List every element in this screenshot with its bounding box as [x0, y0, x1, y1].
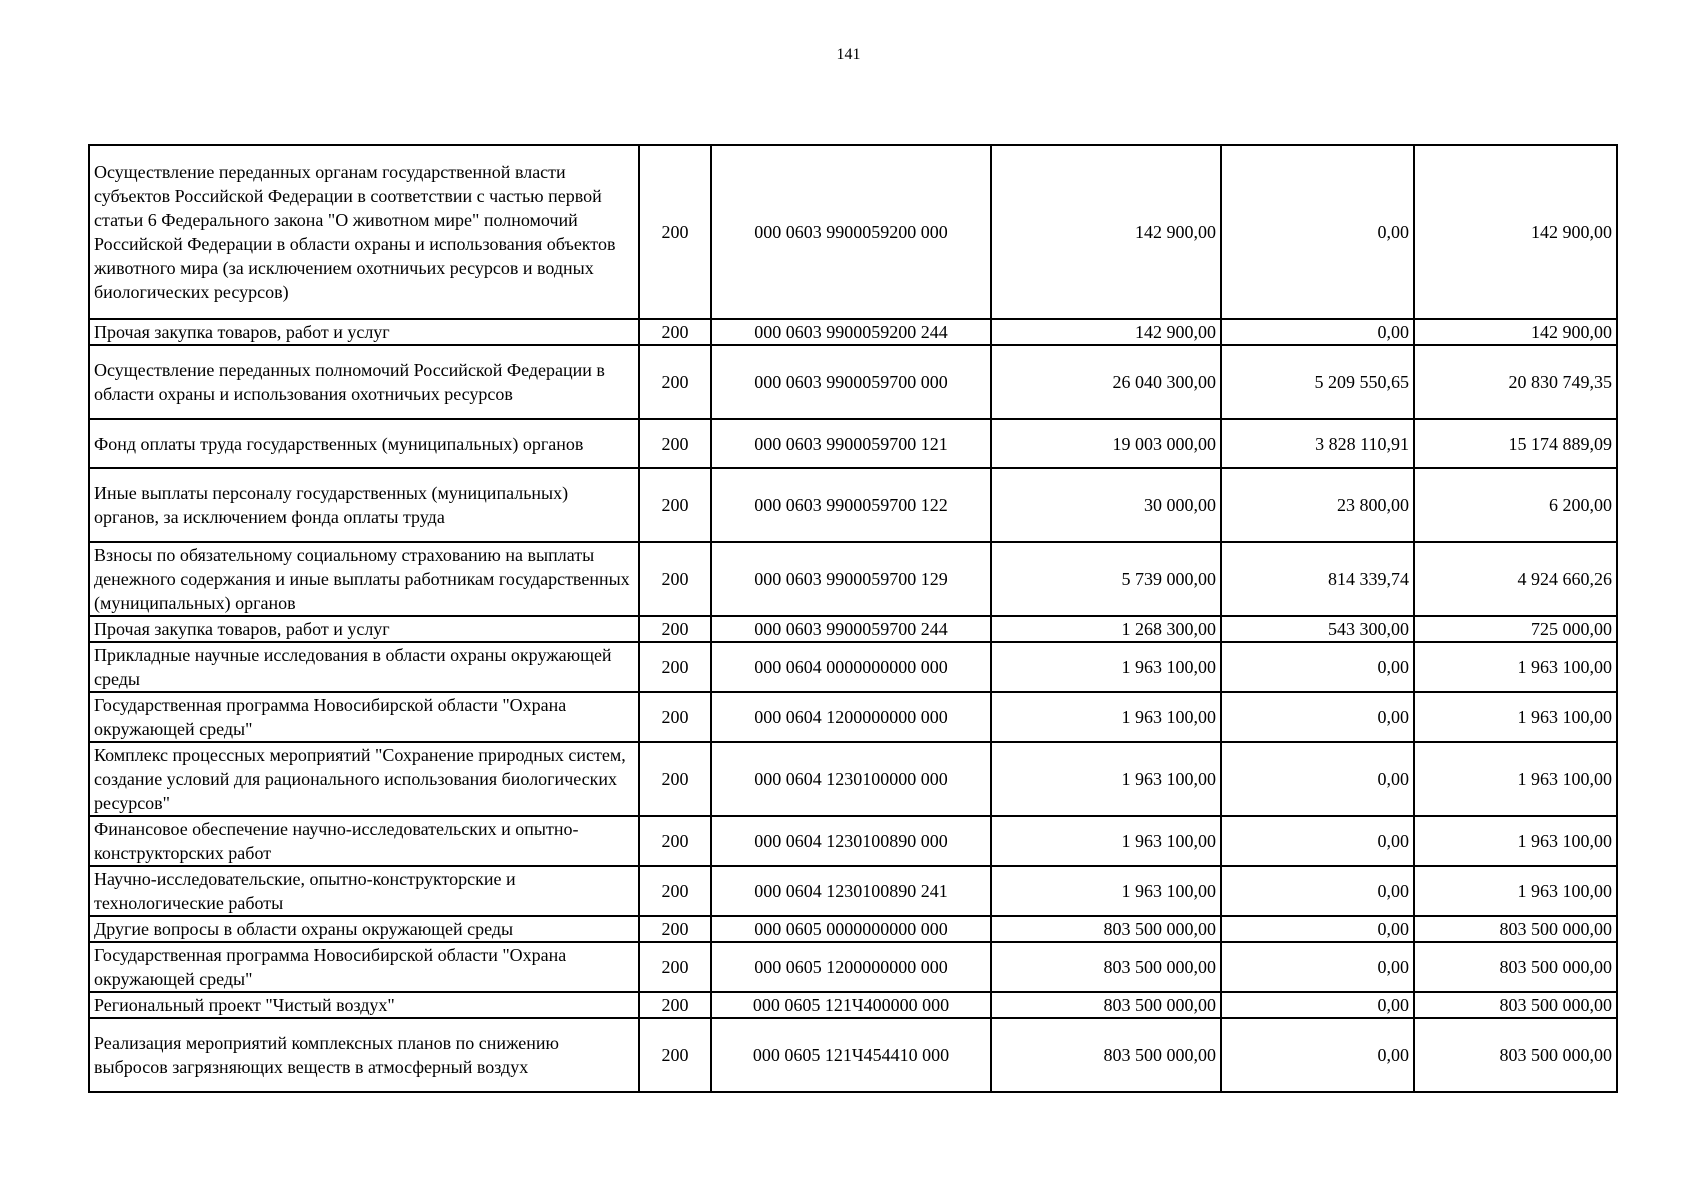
row-name: Взносы по обязательному социальному страхованию на выплаты денежного содержания и иные выплаты работникам государственных (муниципальных) органов	[89, 542, 639, 616]
row-code: 200	[639, 345, 711, 419]
row-name: Научно-исследовательские, опытно-конструкторские и технологические работы	[89, 866, 639, 916]
row-code: 200	[639, 419, 711, 468]
row-classification-code: 000 0605 121Ч400000 000	[711, 992, 991, 1018]
row-approved-amount: 1 963 100,00	[991, 742, 1221, 816]
row-code: 200	[639, 642, 711, 692]
row-executed-amount: 0,00	[1221, 992, 1414, 1018]
table-row	[89, 692, 1617, 742]
row-executed-amount: 0,00	[1221, 145, 1414, 319]
row-remaining-amount: 20 830 749,35	[1414, 345, 1617, 419]
row-executed-amount: 23 800,00	[1221, 468, 1414, 542]
row-classification-code: 000 0604 1230100000 000	[711, 742, 991, 816]
row-executed-amount: 814 339,74	[1221, 542, 1414, 616]
row-classification-code: 000 0604 0000000000 000	[711, 642, 991, 692]
row-remaining-amount: 1 963 100,00	[1414, 816, 1617, 866]
table-row	[89, 816, 1617, 866]
row-code: 200	[639, 542, 711, 616]
row-code: 200	[639, 692, 711, 742]
row-name: Реализация мероприятий комплексных планов по снижению выбросов загрязняющих веществ в атмосферный воздух	[89, 1018, 639, 1092]
row-code: 200	[639, 816, 711, 866]
row-executed-amount: 0,00	[1221, 1018, 1414, 1092]
row-approved-amount: 1 963 100,00	[991, 866, 1221, 916]
row-remaining-amount: 1 963 100,00	[1414, 742, 1617, 816]
table-body	[89, 145, 1617, 1092]
row-classification-code: 000 0605 1200000000 000	[711, 942, 991, 992]
table-row	[89, 616, 1617, 642]
row-name: Государственная программа Новосибирской области "Охрана окружающей среды"	[89, 942, 639, 992]
row-remaining-amount: 803 500 000,00	[1414, 916, 1617, 942]
row-code: 200	[639, 992, 711, 1018]
row-code: 200	[639, 866, 711, 916]
row-classification-code: 000 0603 9900059700 244	[711, 616, 991, 642]
table-row	[89, 468, 1617, 542]
row-approved-amount: 1 268 300,00	[991, 616, 1221, 642]
row-classification-code: 000 0605 0000000000 000	[711, 916, 991, 942]
row-code: 200	[639, 916, 711, 942]
budget-execution-table	[88, 144, 1618, 1093]
table-row	[89, 345, 1617, 419]
row-classification-code: 000 0603 9900059200 000	[711, 145, 991, 319]
table-row	[89, 1018, 1617, 1092]
row-executed-amount: 0,00	[1221, 816, 1414, 866]
row-approved-amount: 5 739 000,00	[991, 542, 1221, 616]
row-code: 200	[639, 145, 711, 319]
row-classification-code: 000 0604 1230100890 000	[711, 816, 991, 866]
row-executed-amount: 0,00	[1221, 866, 1414, 916]
table-row	[89, 319, 1617, 345]
row-name: Региональный проект "Чистый воздух"	[89, 992, 639, 1018]
row-code: 200	[639, 468, 711, 542]
row-remaining-amount: 1 963 100,00	[1414, 642, 1617, 692]
row-classification-code: 000 0603 9900059700 121	[711, 419, 991, 468]
row-approved-amount: 142 900,00	[991, 319, 1221, 345]
table-row	[89, 742, 1617, 816]
row-remaining-amount: 1 963 100,00	[1414, 866, 1617, 916]
row-approved-amount: 142 900,00	[991, 145, 1221, 319]
table-row	[89, 145, 1617, 319]
row-name: Комплекс процессных мероприятий "Сохранение природных систем, создание условий для рационального использования биологических ресурсов"	[89, 742, 639, 816]
table-row	[89, 642, 1617, 692]
row-approved-amount: 803 500 000,00	[991, 916, 1221, 942]
row-name: Иные выплаты персоналу государственных (муниципальных) органов, за исключением фонда оплаты труда	[89, 468, 639, 542]
row-approved-amount: 803 500 000,00	[991, 942, 1221, 992]
row-approved-amount: 1 963 100,00	[991, 642, 1221, 692]
row-code: 200	[639, 1018, 711, 1092]
row-code: 200	[639, 942, 711, 992]
row-code: 200	[639, 319, 711, 345]
table-row	[89, 542, 1617, 616]
row-executed-amount: 0,00	[1221, 319, 1414, 345]
row-executed-amount: 0,00	[1221, 916, 1414, 942]
row-remaining-amount: 4 924 660,26	[1414, 542, 1617, 616]
row-approved-amount: 1 963 100,00	[991, 816, 1221, 866]
table-row	[89, 419, 1617, 468]
row-approved-amount: 1 963 100,00	[991, 692, 1221, 742]
row-executed-amount: 0,00	[1221, 692, 1414, 742]
row-classification-code: 000 0604 1230100890 241	[711, 866, 991, 916]
row-remaining-amount: 725 000,00	[1414, 616, 1617, 642]
row-remaining-amount: 1 963 100,00	[1414, 692, 1617, 742]
row-name: Финансовое обеспечение научно-исследовательских и опытно-конструкторских работ	[89, 816, 639, 866]
row-remaining-amount: 142 900,00	[1414, 145, 1617, 319]
row-remaining-amount: 15 174 889,09	[1414, 419, 1617, 468]
table-row	[89, 942, 1617, 992]
row-name: Осуществление переданных органам государственной власти субъектов Российской Федерации в соответствии с частью первой статьи 6 Федерального закона "О животном мире" полномочий Российской Федерации в области охраны и использования объектов животного мира (за исключением охотничьих ресурсов и водных биологических ресурсов)	[89, 145, 639, 319]
row-executed-amount: 3 828 110,91	[1221, 419, 1414, 468]
row-classification-code: 000 0603 9900059700 129	[711, 542, 991, 616]
row-executed-amount: 0,00	[1221, 642, 1414, 692]
row-remaining-amount: 6 200,00	[1414, 468, 1617, 542]
row-classification-code: 000 0604 1200000000 000	[711, 692, 991, 742]
row-name: Прочая закупка товаров, работ и услуг	[89, 319, 639, 345]
row-classification-code: 000 0603 9900059200 244	[711, 319, 991, 345]
row-name: Прочая закупка товаров, работ и услуг	[89, 616, 639, 642]
page-number: 141	[836, 46, 861, 63]
table-row	[89, 866, 1617, 916]
row-approved-amount: 803 500 000,00	[991, 1018, 1221, 1092]
row-executed-amount: 5 209 550,65	[1221, 345, 1414, 419]
row-classification-code: 000 0603 9900059700 122	[711, 468, 991, 542]
row-approved-amount: 30 000,00	[991, 468, 1221, 542]
row-name: Осуществление переданных полномочий Российской Федерации в области охраны и использования охотничьих ресурсов	[89, 345, 639, 419]
row-approved-amount: 803 500 000,00	[991, 992, 1221, 1018]
row-classification-code: 000 0605 121Ч454410 000	[711, 1018, 991, 1092]
row-approved-amount: 19 003 000,00	[991, 419, 1221, 468]
row-code: 200	[639, 742, 711, 816]
row-remaining-amount: 803 500 000,00	[1414, 992, 1617, 1018]
row-code: 200	[639, 616, 711, 642]
row-name: Фонд оплаты труда государственных (муниципальных) органов	[89, 419, 639, 468]
row-remaining-amount: 803 500 000,00	[1414, 1018, 1617, 1092]
row-remaining-amount: 803 500 000,00	[1414, 942, 1617, 992]
table-row	[89, 992, 1617, 1018]
row-approved-amount: 26 040 300,00	[991, 345, 1221, 419]
row-name: Другие вопросы в области охраны окружающей среды	[89, 916, 639, 942]
row-executed-amount: 543 300,00	[1221, 616, 1414, 642]
row-executed-amount: 0,00	[1221, 742, 1414, 816]
row-remaining-amount: 142 900,00	[1414, 319, 1617, 345]
row-executed-amount: 0,00	[1221, 942, 1414, 992]
row-name: Государственная программа Новосибирской области "Охрана окружающей среды"	[89, 692, 639, 742]
row-classification-code: 000 0603 9900059700 000	[711, 345, 991, 419]
table-row	[89, 916, 1617, 942]
row-name: Прикладные научные исследования в области охраны окружающей среды	[89, 642, 639, 692]
